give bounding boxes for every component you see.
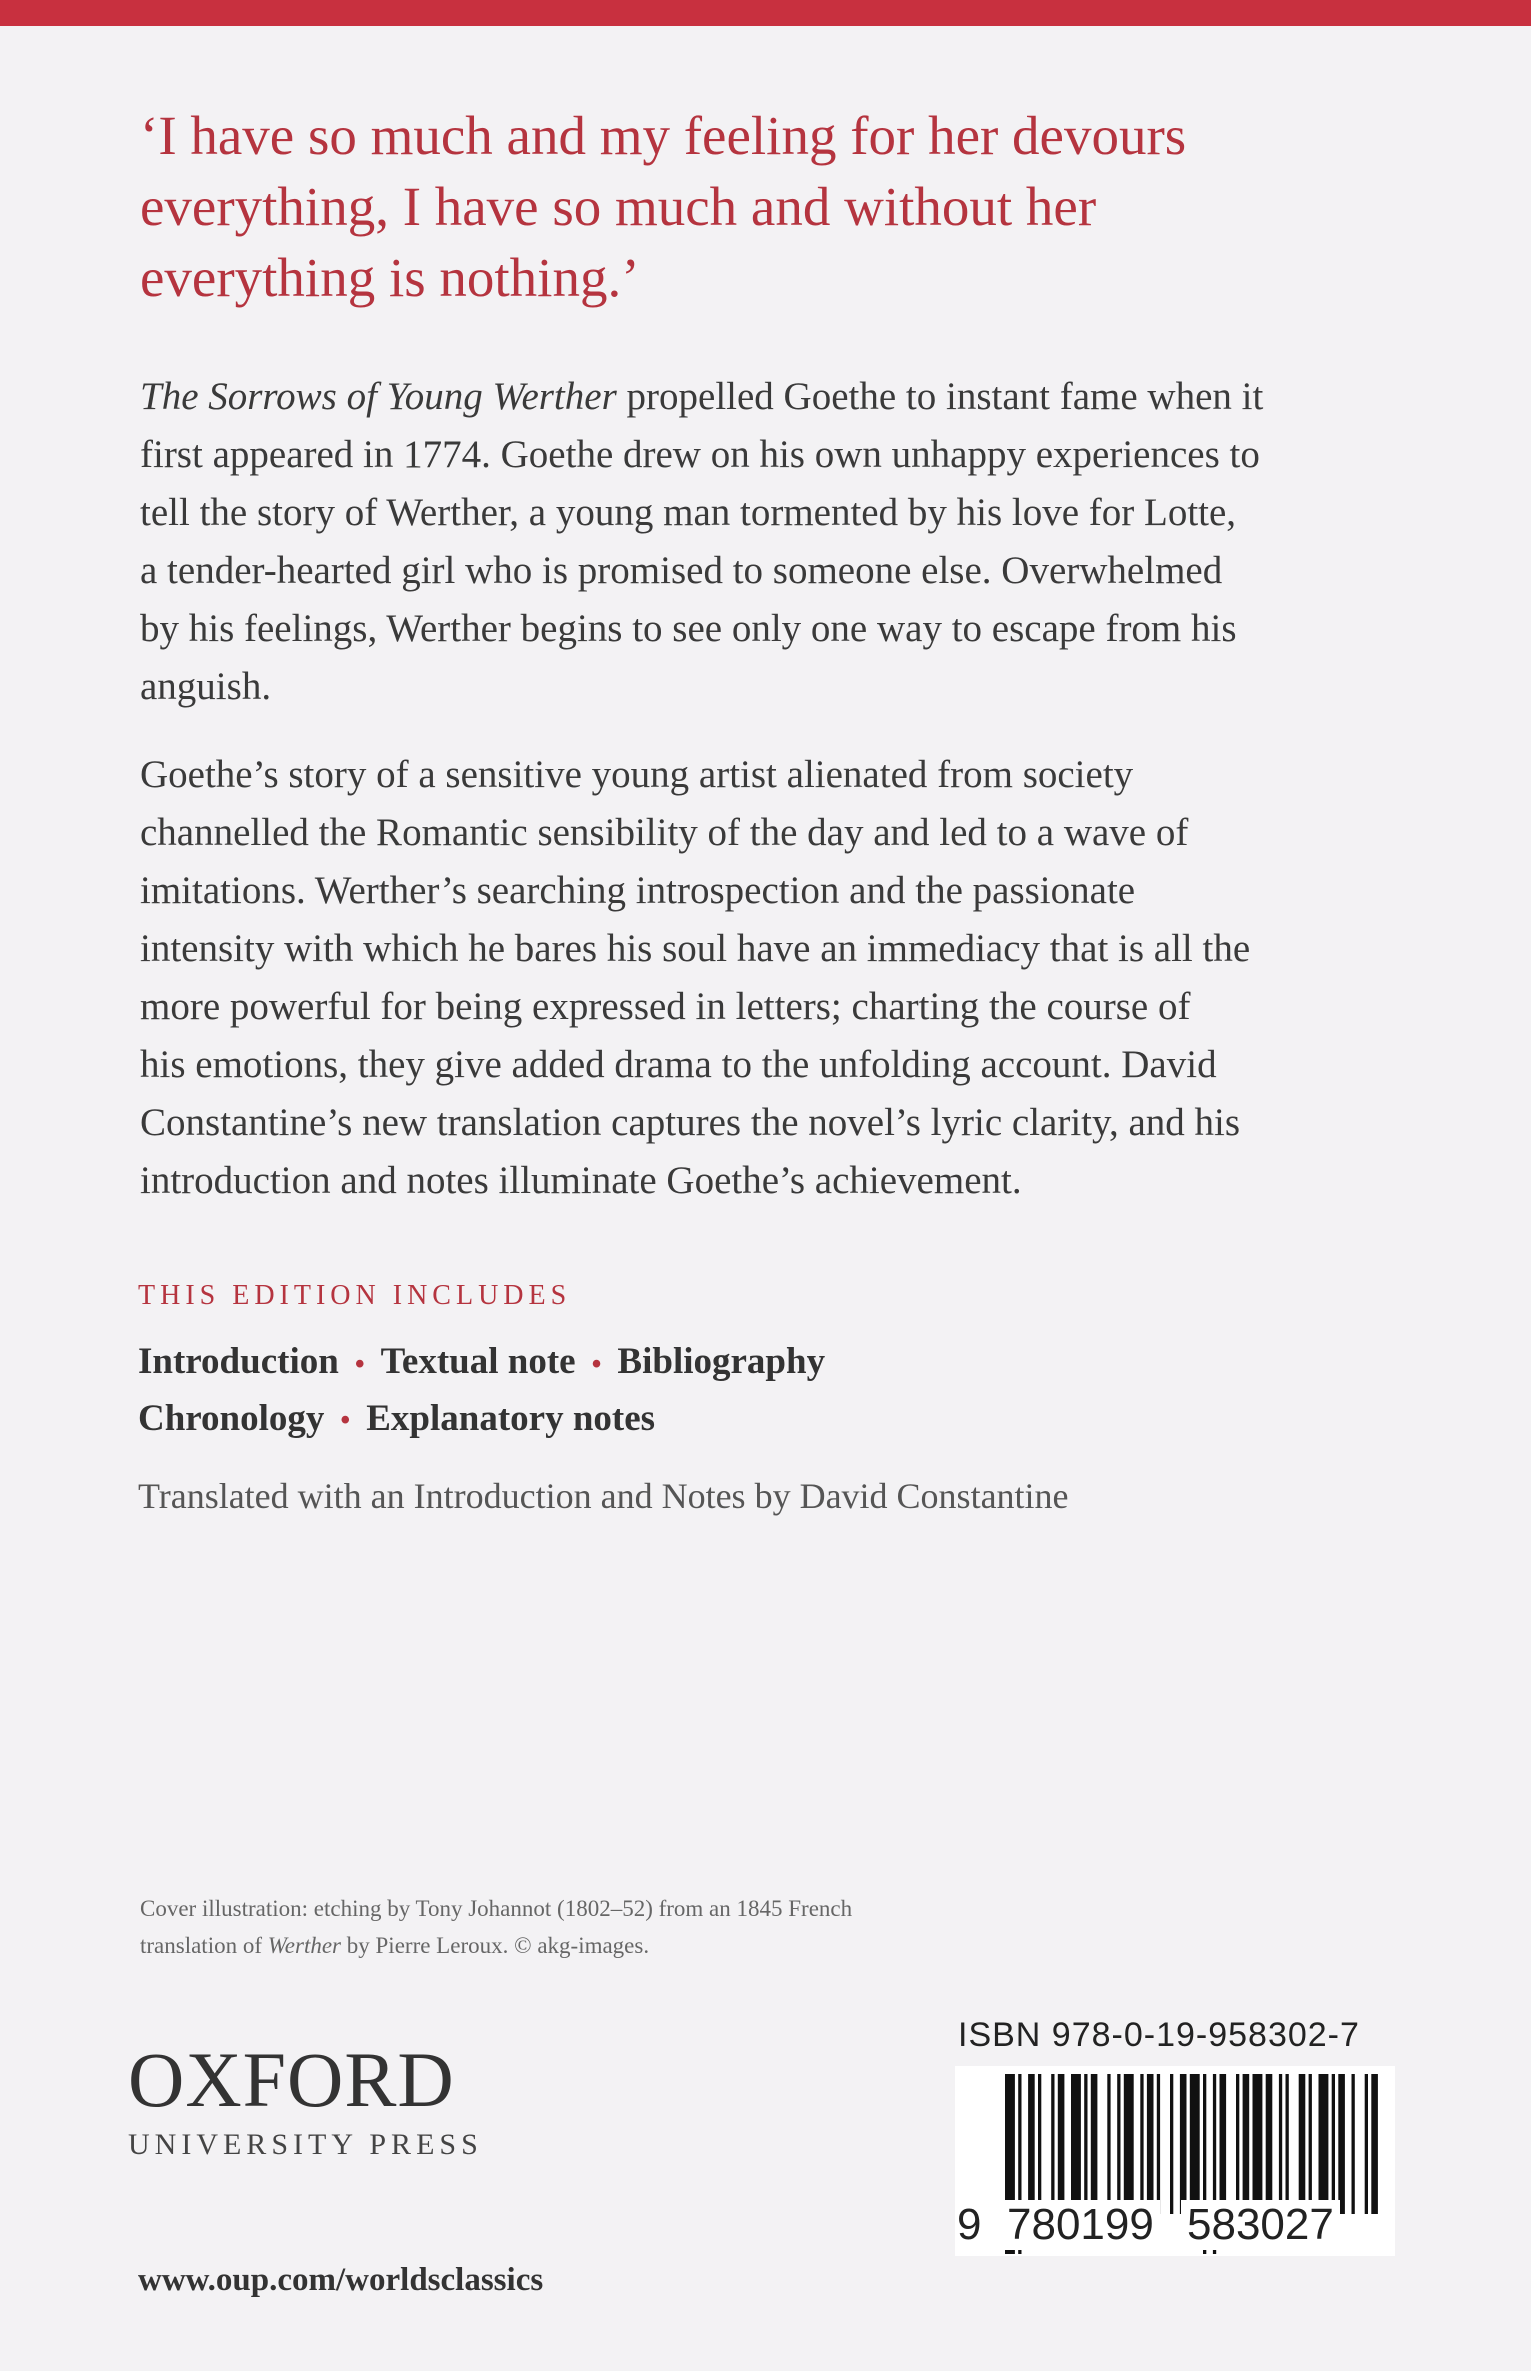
barcode-bar: [1243, 2074, 1250, 2214]
quote-line: everything is nothing.’: [140, 247, 640, 308]
includes-item: Introduction: [138, 1341, 339, 1382]
barcode-bar: [1038, 2074, 1041, 2214]
includes-row: [138, 1335, 825, 1392]
bullet-icon: •: [340, 1405, 351, 1437]
barcode-bar: [1084, 2074, 1087, 2214]
description-line: imitations. Werther’s searching introspection and the passionate: [140, 869, 1136, 912]
barcode-bar: [1371, 2074, 1378, 2214]
edition-includes-list: [138, 1335, 825, 1448]
credit-text: by Pierre Leroux. © akg-images.: [341, 1933, 650, 1958]
description-line: by his feelings, Werther begins to see only one way to escape from his: [140, 607, 1237, 650]
barcode-bar: [1352, 2074, 1355, 2214]
translator-credit: Translated with an Introduction and Notes by David Constantine: [138, 1476, 1069, 1516]
bullet-icon: •: [354, 1348, 365, 1380]
barcode-bar: [1220, 2074, 1227, 2214]
barcode-bar: [1071, 2074, 1081, 2214]
book-title: The Sorrows of Young Werther: [140, 375, 617, 418]
description-line: intensity with which he bares his soul have an immediacy that is all the: [140, 927, 1251, 970]
barcode-bar: [1180, 2074, 1187, 2214]
barcode-bar: [1051, 2074, 1054, 2214]
credit-text: translation of: [140, 1933, 268, 1958]
description-line: anguish.: [140, 665, 272, 708]
bullet-icon: •: [591, 1348, 602, 1380]
credit-line: Cover illustration: etching by Tony Johannot (1802–52) from an 1845 French: [140, 1896, 853, 1921]
credit-line: [140, 1927, 852, 1964]
description-line: more powerful for being expressed in letters; charting the course of: [140, 985, 1191, 1028]
barcode-bar: [1236, 2074, 1239, 2214]
description-line: Constantine’s new translation captures the novel’s lyric clarity, and his: [140, 1101, 1241, 1144]
barcode-bar: [1028, 2074, 1035, 2214]
description-paragraph-2: [140, 746, 1440, 1210]
description-line: introduction and notes illuminate Goethe’s achievement.: [140, 1159, 1022, 1202]
top-red-band: [0, 0, 1531, 26]
barcode-bar: [1140, 2074, 1143, 2214]
barcode-digit-first: 9: [957, 2200, 982, 2249]
description-line: [140, 368, 1440, 426]
publisher-subtitle: UNIVERSITY PRESS: [128, 2128, 483, 2161]
quote-line: everything, I have so much and without her: [140, 176, 1097, 237]
barcode-bar: [1190, 2074, 1200, 2214]
barcode-bar: [1091, 2074, 1098, 2214]
barcode-bar: [1338, 2074, 1345, 2214]
barcode-bar: [1157, 2074, 1160, 2214]
barcode-digits-right: 583027: [1181, 2200, 1340, 2250]
includes-item: Textual note: [380, 1341, 576, 1382]
description-text: propelled Goethe to instant fame when it: [616, 375, 1264, 418]
includes-item: Bibliography: [617, 1341, 826, 1382]
cover-illustration-credit: [140, 1890, 852, 1964]
edition-includes-heading: THIS EDITION INCLUDES: [138, 1280, 572, 1311]
barcode-bar: [1279, 2074, 1282, 2214]
description-line: first appeared in 1774. Goethe drew on his own unhappy experiences to: [140, 433, 1260, 476]
barcode-bar: [1266, 2074, 1273, 2214]
description-line: his emotions, they give added drama to the unfolding account. David: [140, 1043, 1217, 1086]
publisher-name: OXFORD: [128, 2036, 455, 2123]
barcode-bar: [1365, 2074, 1368, 2214]
barcode-bar: [1147, 2074, 1154, 2214]
barcode-bar: [1309, 2074, 1312, 2214]
credit-title: Werther: [267, 1933, 342, 1958]
description-line: tell the story of Werther, a young man tormented by his love for Lotte,: [140, 491, 1237, 534]
description-paragraph-1: [140, 368, 1440, 716]
description-line: Goethe’s story of a sensitive young artist alienated from society: [140, 753, 1134, 796]
barcode-bar: [1332, 2074, 1335, 2214]
includes-row: [138, 1392, 825, 1449]
barcode-bar: [1124, 2074, 1134, 2214]
quote-line: ‘I have so much and my feeling for her devours: [140, 105, 1187, 166]
barcode-bar: [1170, 2074, 1173, 2214]
description-line: channelled the Romantic sensibility of the day and led to a wave of: [140, 811, 1189, 854]
barcode-digits-left: 780199: [1001, 2200, 1160, 2250]
barcode-bar: [1058, 2074, 1065, 2214]
barcode-bar: [1286, 2074, 1289, 2214]
includes-item: Explanatory notes: [366, 1397, 656, 1439]
publisher-url: www.oup.com/worldsclassics: [138, 2262, 544, 2298]
barcode-bar: [1319, 2074, 1329, 2214]
barcode-bar: [1107, 2074, 1110, 2214]
isbn-label: ISBN 978-0-19-958302-7: [958, 2016, 1360, 2054]
description-line: a tender-hearted girl who is promised to someone else. Overwhelmed: [140, 549, 1223, 592]
oxford-logo: [128, 2036, 483, 2162]
includes-item: Chronology: [138, 1397, 325, 1439]
barcode-bar: [1253, 2074, 1263, 2214]
barcode-bar: [1117, 2074, 1120, 2214]
barcode-bar: [1299, 2074, 1306, 2214]
cover-quote: [140, 100, 1440, 313]
